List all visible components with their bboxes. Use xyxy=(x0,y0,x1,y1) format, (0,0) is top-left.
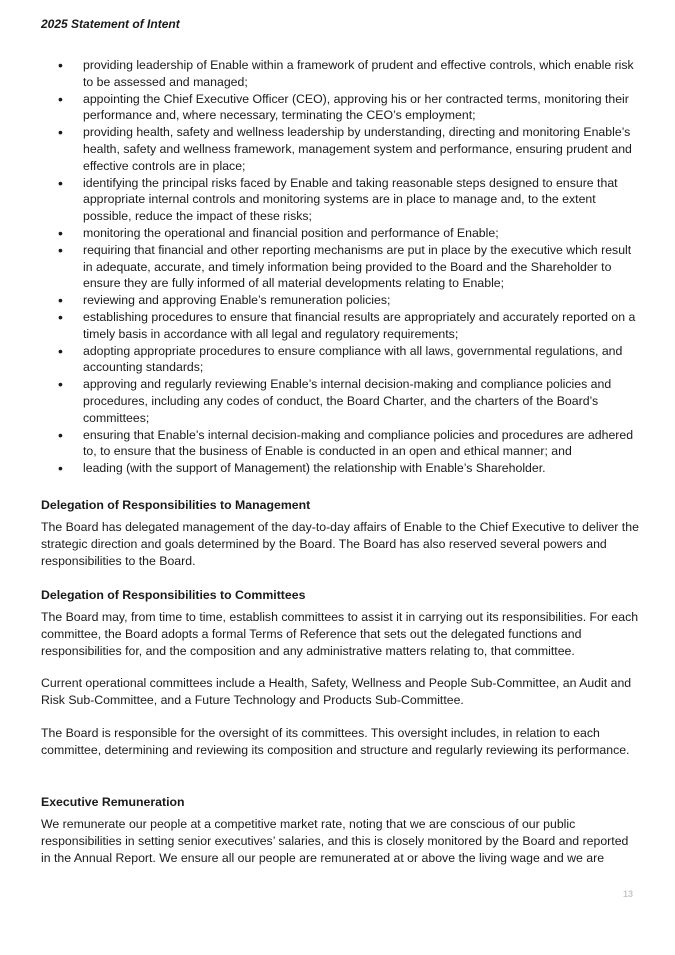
section-paragraph: Current operational committees include a Health, Safety, Wellness and People Sub-Committee, an Audit and Risk Sub-Committee, and a Future Technology and Products Sub-Committee. xyxy=(41,676,632,708)
section-heading: Delegation of Responsibilities to Management xyxy=(41,498,311,512)
list-item: • requiring that financial and other reporting mechanisms are put in place by the executive which result in adequate, accurate, and timely information being provided to the Board and the Shareholder to ensure they are fully informed of all material developments relating to Enable; xyxy=(41,242,641,292)
running-header: 2025 Statement of Intent xyxy=(41,17,180,31)
section-paragraph: The Board has delegated management of the day-to-day affairs of Enable to the Chief Executive to deliver the strategic direction and goals determined by the Board. The Board has also reserved several powers and responsibilities to the Board. xyxy=(41,520,639,568)
list-item: • establishing procedures to ensure that financial results are appropriately and accurately reported on a timely basis in accordance with all legal and regulatory requirements; xyxy=(41,309,641,343)
list-item: • approving and regularly reviewing Enable’s internal decision-making and compliance policies and procedures, including any codes of conduct, the Board Charter, and the charters of the Board’s committees; xyxy=(41,376,641,426)
list-item: • appointing the Chief Executive Officer (CEO), approving his or her contracted terms, monitoring their performance and, where necessary, terminating the CEO’s employment; xyxy=(41,91,641,125)
list-item: • providing leadership of Enable within a framework of prudent and effective controls, which enable risk to be assessed and managed; xyxy=(41,57,641,91)
board-responsibilities-list xyxy=(41,57,641,477)
committees-delegation-section xyxy=(41,587,641,759)
section-heading: Delegation of Responsibilities to Committees xyxy=(41,588,306,602)
section-paragraph: The Board may, from time to time, establish committees to assist it in carrying out its responsibilities. For each committee, the Board adopts a formal Terms of Reference that sets out the delegated functions and responsibilities for, and the composition and any administrative matters relating to, that committee. xyxy=(41,610,639,658)
list-item: • reviewing and approving Enable’s remuneration policies; xyxy=(41,292,641,309)
list-item: • monitoring the operational and financial position and performance of Enable; xyxy=(41,225,641,242)
list-item: • ensuring that Enable’s internal decision-making and compliance policies and procedures are adhered to, to ensure that the business of Enable is conducted in an open and ethical manner; and xyxy=(41,427,641,461)
section-paragraph: The Board is responsible for the oversight of its committees. This oversight includes, in relation to each committee, determining and reviewing its composition and structure and regularly reviewing its performance. xyxy=(41,725,630,757)
section-paragraph: We remunerate our people at a competitive market rate, noting that we are conscious of our public responsibilities in setting senior executives’ salaries, and this is closely monitored by the Board and reported in the Annual Report. We ensure all our people are remunerated at or above the living wage and we are xyxy=(41,817,629,865)
list-item: • leading (with the support of Management) the relationship with Enable’s Shareholder. xyxy=(41,460,641,477)
list-item: • adopting appropriate procedures to ensure compliance with all laws, governmental regulations, and accounting standards; xyxy=(41,343,641,377)
executive-remuneration-section xyxy=(41,794,641,866)
page-number: 13 xyxy=(623,889,634,899)
management-delegation-section xyxy=(41,497,641,569)
list-item: • providing health, safety and wellness leadership by understanding, directing and monitoring Enable’s health, safety and wellness framework, management system and performance, ensuring prudent and effective controls are in place; xyxy=(41,124,641,174)
list-item: • identifying the principal risks faced by Enable and taking reasonable steps designed to ensure that appropriate internal controls and monitoring systems are in place to manage and, to the extent possible, reduce the impact of these risks; xyxy=(41,175,641,225)
section-heading: Executive Remuneration xyxy=(41,795,185,809)
